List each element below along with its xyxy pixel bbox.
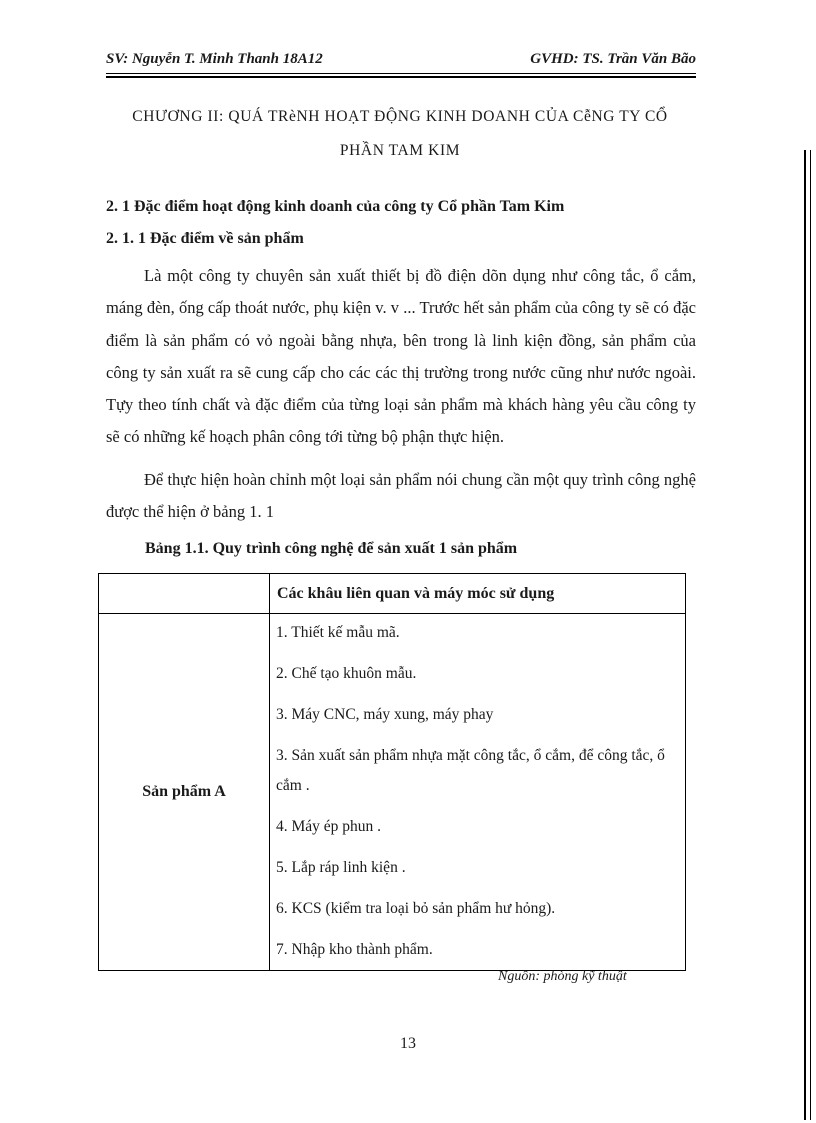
header-rule bbox=[106, 73, 696, 74]
list-item: 3. Sản xuất sản phẩm nhựa mặt công tắc, ổ cắm, để công tắc, ổ cắm . bbox=[276, 747, 665, 794]
list-item: 2. Chế tạo khuôn mẫu. bbox=[276, 665, 417, 682]
page-border-right-thin bbox=[810, 150, 814, 1120]
paragraph-products: Là một công ty chuyên sản xuất thiết bị đồ điện dõn dụng như công tắc, ổ cắm, máng đèn, ống cấp thoát nước, phụ kiện v. v ... Trước hết sản phẩm của công ty sẽ có đặc điểm là sản phẩm có vỏ ngoài bằng nhựa, bên trong là linh kiện đồng, sản phẩm của công ty sản xuất ra sẽ cung cấp cho các các thị trường trong nước cũng như nước ngoài. Tựy theo tính chất và đặc điểm của từng loại sản phẩm mà khách hàng yêu cầu công ty sẽ có những kế hoạch phân công tới từng bộ phận thực hiện. bbox=[106, 266, 696, 447]
row-label-cell: Sản phẩm A bbox=[99, 614, 270, 971]
header-supervisor: GVHD: TS. Trần Văn Bão bbox=[530, 51, 696, 67]
list-item: 6. KCS (kiểm tra loại bỏ sản phẩm hư hỏng). bbox=[276, 900, 556, 917]
paragraph-process-intro: Để thực hiện hoàn chỉnh một loại sản phẩm nói chung cần một quy trình công nghệ được thể hiện ở bảng 1. 1 bbox=[106, 470, 696, 522]
table-header-cell: Các khâu liên quan và máy móc sử dụng bbox=[270, 574, 686, 614]
chapter-title bbox=[100, 100, 700, 168]
header-rule-thick bbox=[106, 76, 696, 78]
process-table bbox=[98, 573, 686, 971]
list-item: 3. Máy CNC, máy xung, máy phay bbox=[276, 706, 494, 723]
list-item: 4. Máy ép phun . bbox=[276, 818, 382, 835]
table-row bbox=[99, 614, 686, 971]
chapter-title-line-2: PHẦN TAM KIM bbox=[339, 142, 461, 159]
page-header bbox=[106, 48, 696, 78]
list-item: 1. Thiết kế mẫu mã. bbox=[276, 624, 400, 641]
chapter-title-line-1: CHƯƠNG II: QUÁ TRèNH HOẠT ĐỘNG KINH DOANH CỦA CễNG TY CỔ bbox=[132, 108, 668, 125]
page-border-right bbox=[804, 150, 809, 1120]
page-number: 13 bbox=[400, 1035, 416, 1052]
table-source: Nguồn: phòng kỹ thuật bbox=[498, 969, 627, 984]
subsection-heading: 2. 1. 1 Đặc điểm về sản phẩm bbox=[106, 230, 304, 247]
table-header-row bbox=[99, 574, 686, 614]
table-caption: Bảng 1.1. Quy trình công nghệ để sản xuất 1 sản phẩm bbox=[145, 540, 518, 557]
header-student: SV: Nguyễn T. Minh Thanh 18A12 bbox=[106, 51, 323, 67]
steps-cell bbox=[270, 614, 686, 971]
list-item: 5. Lắp ráp linh kiện . bbox=[276, 859, 406, 876]
table-header-empty-cell bbox=[99, 574, 270, 614]
section-heading: 2. 1 Đặc điểm hoạt động kinh doanh của công ty Cổ phần Tam Kim bbox=[106, 198, 565, 215]
list-item: 7. Nhập kho thành phẩm. bbox=[276, 941, 433, 958]
